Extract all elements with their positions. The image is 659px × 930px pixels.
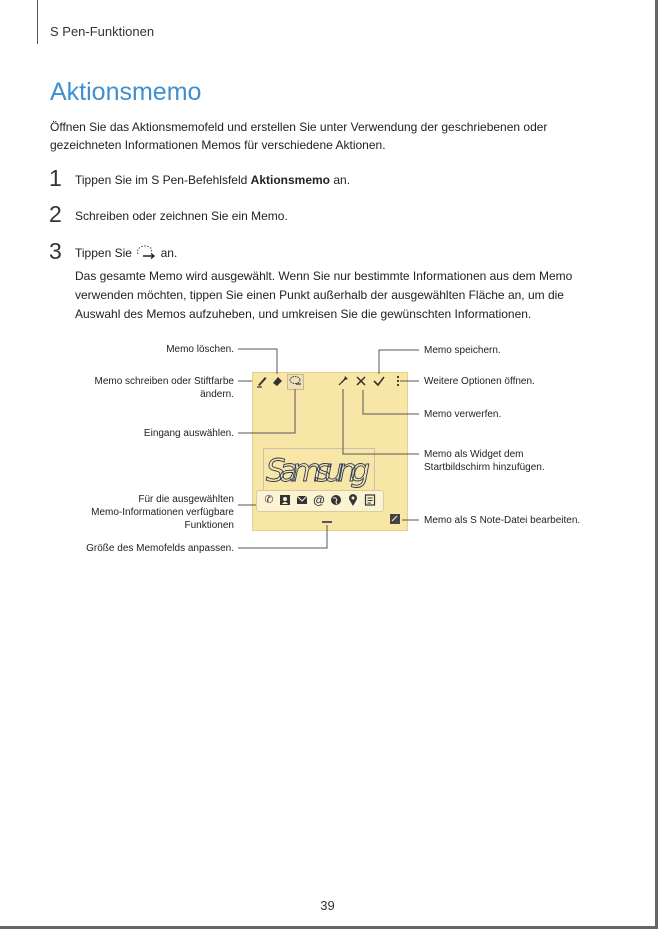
label-functions-line-3: Funktionen bbox=[184, 520, 234, 531]
label-functions-line-1: Für die ausgewählten bbox=[138, 494, 234, 505]
section-header: S Pen-Funktionen bbox=[50, 24, 155, 39]
label-functions bbox=[91, 493, 234, 532]
label-more-options: Weitere Optionen öffnen. bbox=[424, 376, 535, 387]
step-1-number: 1 bbox=[49, 165, 62, 191]
label-pen-color bbox=[94, 375, 234, 401]
label-widget-line-2: Startbildschirm hinzufügen. bbox=[424, 462, 545, 473]
label-select-input: Eingang auswählen. bbox=[143, 428, 234, 439]
step-2-text: Schreiben oder zeichnen Sie ein Memo. bbox=[75, 209, 288, 223]
handwriting-text: Samsung bbox=[266, 453, 370, 489]
step-1-bold: Aktionsmemo bbox=[250, 173, 331, 187]
page-number: 39 bbox=[320, 898, 335, 913]
step-3-pre: Tippen Sie bbox=[75, 246, 136, 260]
intro-paragraph: Öffnen Sie das Aktionsmemofeld und erstellen Sie unter Verwendung der geschriebenen oder gezeichneten Informationen Memos für verschiedene Aktionen. bbox=[50, 120, 548, 152]
step-3-number: 3 bbox=[49, 238, 62, 264]
label-functions-line-2: Memo-Informationen verfügbare bbox=[91, 507, 234, 518]
step-1-post: an. bbox=[330, 173, 351, 187]
label-pen-color-line-2: ändern. bbox=[200, 389, 234, 400]
step-3-post: an. bbox=[157, 246, 178, 260]
step-2-number: 2 bbox=[49, 201, 62, 227]
label-resize: Größe des Memofelds anpassen. bbox=[86, 543, 234, 554]
step-3-description: Das gesamte Memo wird ausgewählt. Wenn Sie nur bestimmte Informationen aus dem Memo verwenden möchten, tippen Sie einen Punkt außerhalb der ausgewählten Fläche an, um die Auswahl des Memos aufzuheben, und umkreisen Sie die gewünschten Informationen. bbox=[75, 269, 573, 321]
page-title: Aktionsmemo bbox=[50, 78, 202, 106]
label-pen-color-line-1: Memo schreiben oder Stiftfarbe bbox=[94, 376, 234, 387]
label-widget-line-1: Memo als Widget dem bbox=[424, 449, 524, 460]
phone-icon[interactable]: ✆ bbox=[264, 494, 274, 506]
email-icon[interactable]: @ bbox=[313, 493, 325, 507]
label-snote: Memo als S Note-Datei bearbeiten. bbox=[424, 515, 581, 526]
step-1-pre: Tippen Sie im S Pen-Befehlsfeld bbox=[75, 173, 251, 187]
label-save: Memo speichern. bbox=[424, 345, 501, 356]
label-delete-memo: Memo löschen. bbox=[166, 344, 234, 355]
label-widget bbox=[424, 448, 545, 474]
label-discard: Memo verwerfen. bbox=[424, 409, 502, 420]
